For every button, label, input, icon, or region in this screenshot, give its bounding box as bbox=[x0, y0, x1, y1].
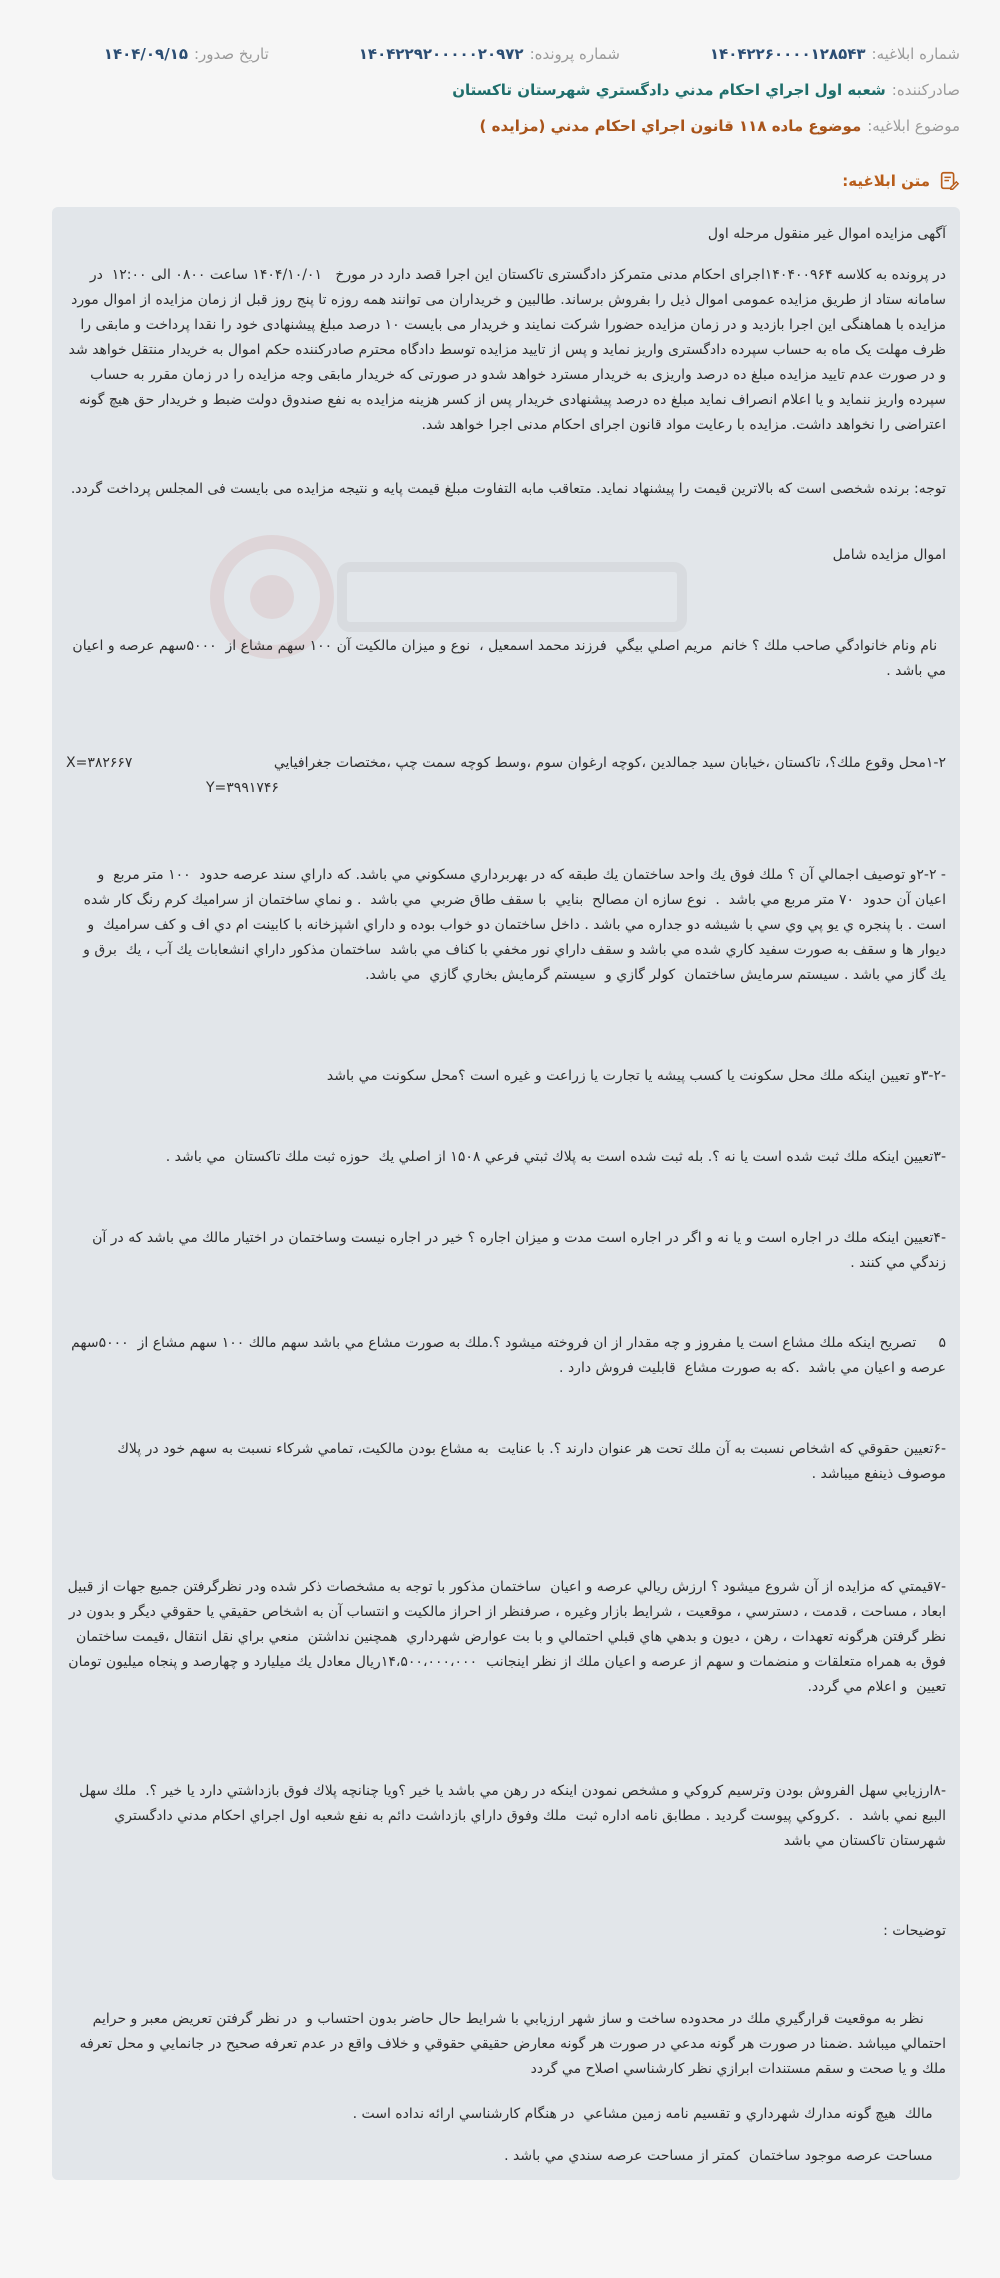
subject-value: موضوع ماده ۱۱۸ قانون اجراي احکام مدني (مزايده ) bbox=[479, 117, 862, 135]
body-paragraph-5: ٢-١محل وقوع ملك؟، تاكستان ،خيابان سيد جمالدين ،كوچه ارغوان سوم ،وسط كوچه سمت چپ ،مختصات جغرافيايي bbox=[273, 755, 946, 771]
body-paragraph-6: - ٢-٢و توصيف اجمالي آن ؟ ملك فوق يك واحد ساختمان يك طبقه كه در بهربرداري مسكوني مي باشد. كه داراي سند عرصه حدود ١٠٠ متر مربع و اعيان آن حدود ٧٠ متر مربع مي باشد . نوع سازه ان مصالح بنايي با سقف طاق ضربي مي باشد . و نماي ساختمان از سراميك كرم رنگ كار شده است . با پنجره ي يو پي وي سي با شيشه دو جداره مي باشد . داخل ساختمان دو خواب بوده و داراي اشپزخانه با كابينت ام دي اف و كف سراميك و ديوار ها و سقف به صورت سفيد كاري شده مي باشد و سقف داراي نور مخفي با كناف مي باشد ساختمان مذكور داراي انشعابات يك آب ، يك برق و يك گاز مي باشد . سيستم سرمايش ساختمان كولر گازي و سيستم گرمايش بخاري گازي مي باشد. bbox=[78, 867, 946, 983]
subject-label: موضوع ابلاغیه: bbox=[867, 117, 960, 135]
body-paragraph-15: نظر به موقعيت قرارگيري ملك در محدوده ساخت و ساز شهر ارزيابي با شرايط حال حاضر بدون احتساب و در نظر گرفتن تعريض معبر و حرايم احتمالي ميباشد .ضمنا در صورت هر گونه مدعي در صورت هر گونه معارض حقيقي حقوقي و خلاف واقع در عدم تعرفه صحيح در جانمايي و محل تعرفه ملك و يا صحت و سقم مستندات ابرازي نظر كارشناسي اصلاح مي گردد bbox=[75, 2011, 946, 2077]
body-paragraph-3: اموال مزایده شامل bbox=[832, 547, 946, 563]
case-number bbox=[359, 44, 620, 64]
body-heading: آگهی مزایده اموال غیر منقول مرحله اول bbox=[707, 226, 946, 242]
body-paragraph-10: ۵ تصريح اينكه ملك مشاع است يا مفروز و چه مقدار از ان فروخته ميشود ؟.ملك به صورت مشاع مي باشد سهم مالك ١٠٠ سهم مشاع از ۵۰۰۰سهم عرصه و اعيان مي باشد .كه به صورت مشاع قابليت فروش دارد . bbox=[66, 1335, 946, 1376]
issue-date-value: ۱۴۰۴/۰۹/۱۵ bbox=[103, 45, 188, 63]
coord-x: X=۳۸۲۶۶۷ bbox=[66, 755, 133, 771]
case-number-label: شماره پرونده: bbox=[529, 45, 620, 63]
meta-row-issuer bbox=[40, 80, 960, 100]
body-paragraph-2: توجه: برنده شخصی است که بالاترین قیمت را پیشنهاد نماید. متعاقب مابه التفاوت مبلغ قیمت پایه و نتیجه مزایده می بایست فی المجلس پرداخت گردد. bbox=[70, 481, 946, 497]
issue-date bbox=[104, 44, 269, 64]
notice-meta bbox=[0, 0, 1000, 136]
body-paragraph-17: مساحت عرصه موجود ساختمان كمتر از مساحت عرصه سندي مي باشد . bbox=[504, 2148, 946, 2164]
issuer-label: صادرکننده: bbox=[891, 81, 960, 99]
body-paragraph-9: -۴تعيين اينكه ملك در اجاره است و يا نه و اگر در اجاره است مدت و ميزان اجاره ؟ خير در اجاره نيست وساختمان در اختيار مالك مي باشد كه در آن زندگي مي كنند . bbox=[87, 1230, 946, 1271]
notice-text-title-label: متن ابلاغیه: bbox=[842, 172, 930, 190]
notice-number bbox=[710, 44, 960, 64]
body-paragraph-16: مالك هيچ گونه مدارك شهرداري و تقسيم نامه زمين مشاعي در هنگام كارشناسي ارائه نداده است . bbox=[352, 2106, 946, 2122]
issuer-value: شعبه اول اجراي احکام مدني دادگستري شهرستان تاکستان bbox=[452, 81, 886, 99]
notice-number-value: ۱۴۰۴۲۲۶۰۰۰۰۱۲۸۵۴۳ bbox=[709, 45, 866, 63]
body-paragraph-14: توضيحات : bbox=[883, 1923, 946, 1939]
body-paragraph-12: -٧قيمتي كه مزايده از آن شروع ميشود ؟ ارزش ريالي عرصه و اعيان ساختمان مذكور با توجه به مشخصات ذكر شده ودر نظرگرفتن جميع جهات از قبيل ابعاد ، مساحت ، قدمت ، دسترسي ، موقعيت ، شرايط بازار وغيره ، صرفنظر از احراز مالكيت و انتساب آن به اشخاص حقيقي يا حقوقي ديگر و بدون در نظر گرفتن هرگونه تعهدات ، رهن ، ديون و بدهي هاي قبلي احتمالي و با بت عوارض شهرداري همچنين نداشتن منعي براي نقل انتقال ،قيمت ساختمان فوق به همراه متعلقات و منضمات و سهم از عرصه و اعيان ملك از نظر اينجانب ۱۴،۵۰۰،۰۰۰،۰۰۰ريال معادل يك ميليارد و چهارصد و پنجاه ميليون تومان تعيين و اعلام مي گردد. bbox=[63, 1579, 946, 1695]
issue-date-label: تاریخ صدور: bbox=[194, 45, 269, 63]
body-paragraph-11: -۶تعيين حقوقي كه اشخاص نسبت به آن ملك تحت هر عنوان دارند ؟. با عنايت به مشاع بودن مالكيت، تمامي شركاء نسبت به سهم خود در پلاك موصوف ذينفع ميباشد . bbox=[112, 1441, 946, 1482]
body-paragraph-8: -٣تعيين اينكه ملك ثبت شده است يا نه ؟. بله ثبت شده است به پلاك ثبتي فرعي ١۵٠٨ از اصلي يك حوزه ثبت ملك تاكستان مي باشد . bbox=[165, 1149, 946, 1165]
body-paragraph-4: نام ونام خانوادگي صاحب ملك ؟ خانم مريم اصلي بيگي فرزند محمد اسمعيل ، نوع و ميزان مالكيت آن ١٠٠ سهم مشاع از ۵۰۰۰سهم عرصه و اعيان مي باشد . bbox=[67, 638, 946, 679]
coord-y: Y=۳۹۹۱۷۴۶ bbox=[206, 780, 279, 796]
notice-body-box bbox=[52, 207, 960, 2180]
body-paragraph-7: -٢-٣و تعيين اينكه ملك محل سكونت يا كسب پيشه يا تجارت يا زراعت و غيره است ؟محل سكونت مي باشد bbox=[326, 1068, 946, 1084]
notice-number-label: شماره ابلاغیه: bbox=[871, 45, 960, 63]
document-edit-icon bbox=[938, 170, 960, 192]
case-number-value: ۱۴۰۴۲۲۹۲۰۰۰۰۰۲۰۹۷۲ bbox=[358, 45, 524, 63]
notice-text-title bbox=[842, 170, 960, 192]
meta-row-numbers bbox=[40, 44, 960, 64]
body-paragraph-13: -٨ارزيابي سهل الفروش بودن وترسيم كروكي و مشخص نمودن اينكه در رهن مي باشد يا خير ؟ويا چنانچه پلاك فوق بازداشتي دارد يا خير ؟. ملك سهل البيع نمي باشد . .كروكي پيوست گرديد . مطابق نامه اداره ثبت ملك وفوق داراي بازداشت دائم به نفع شعبه اول اجراي احكام مدني دادگستري شهرستان تاكستان مي باشد bbox=[74, 1783, 946, 1849]
meta-row-subject bbox=[40, 116, 960, 136]
body-paragraph-1: در پرونده به کلاسه ۱۴۰۴۰۰۹۶۴اجرای احکام مدنی متمرکز دادگستری تاکستان این اجرا قصد دارد در مورخ ۱۴۰۴/۱۰/۰۱ ساعت ۰۸۰۰ الی ۱۲:۰۰ در سامانه ستاد از طریق مزایده عمومی اموال ذیل را بفروش برساند. طالبین و خریداران می توانند همه روزه تا پنج روز قبل از زمان مزایده از اموال مورد مزایده با هماهنگی این اجرا بازدید و در زمان مزایده حضورا شرکت نمایند و خریدار می بایست ۱۰ درصد مبلغ پیشنهادی خود را نقدا پرداخت و مابقی را ظرف مهلت یک ماه به حساب سپرده دادگستری واریز نماید و پس از تایید مزایده توسط دادگاه محترم صادرکننده حکم اموال به خریدار منتقل خواهد شد و در صورت عدم تایید مزایده مبلغ ده درصد واریزی به خریدار مسترد خواهد شدو در صورتی که خریدار مابقی وجه مزایده را در زمان مقرر به حساب سپرده واریز ننماید و یا اعلام انصراف نماید مبلغ ده درصد پیشنهادی خریدار پس از کسر هزینه مزایده به نفع صندوق دولت ضبط و خریدار حق هیچ گونه اعتراضی را نخواهد داشت. مزایده با رعایت مواد قانون اجرای احکام مدنی اجرا خواهد شد. bbox=[64, 267, 946, 433]
